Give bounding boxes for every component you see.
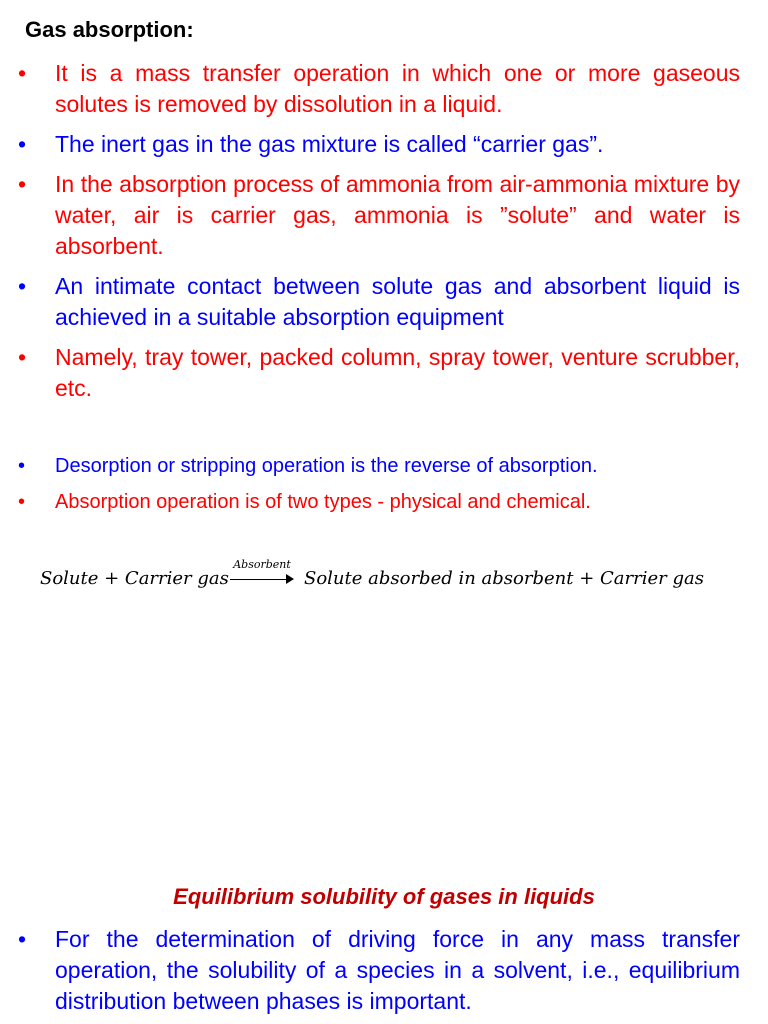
bullet-item-absorption-types xyxy=(0,488,768,516)
definition-bullet-list xyxy=(0,58,768,413)
secondary-bullet-list xyxy=(0,452,768,524)
equation-products: Solute absorbed in absorbent + Carrier gas xyxy=(304,568,704,589)
bullet-text: Desorption or stripping operation is the reverse of absorption. xyxy=(55,455,598,477)
bullet-marker: • xyxy=(18,131,27,157)
bullet-marker: • xyxy=(18,273,27,299)
bullet-item-equipment-types xyxy=(0,342,768,404)
section-subheading: Equilibrium solubility of gases in liquids xyxy=(173,884,595,909)
bullet-marker: • xyxy=(18,455,26,477)
bullet-item-carrier-gas xyxy=(0,129,768,160)
bullet-text: Absorption operation is of two types - physical and chemical. xyxy=(55,491,591,513)
bullet-text: Namely, tray tower, packed column, spray tower, venture scrubber, etc. xyxy=(55,344,740,401)
equation-reactants: Solute + Carrier gas xyxy=(40,568,229,589)
bullet-text: An intimate contact between solute gas and absorbent liquid is achieved in a suitable absorption equipment xyxy=(55,273,740,330)
bullet-marker: • xyxy=(18,60,27,86)
bullet-item-intimate-contact xyxy=(0,271,768,333)
equilibrium-bullet-list xyxy=(0,924,768,1017)
arrow-line xyxy=(230,579,288,580)
arrow-head-icon xyxy=(286,574,294,584)
page-title: Gas absorption: xyxy=(25,17,194,42)
bullet-marker: • xyxy=(18,926,27,952)
bullet-item-ammonia-example xyxy=(0,169,768,262)
bullet-text: The inert gas in the gas mixture is called “carrier gas”. xyxy=(55,131,604,157)
bullet-item-mass-transfer xyxy=(0,58,768,120)
reaction-arrow xyxy=(228,558,296,598)
absorption-equation xyxy=(40,558,740,598)
bullet-text: It is a mass transfer operation in which one or more gaseous solutes is removed by dissolution in a liquid. xyxy=(55,60,740,117)
bullet-marker: • xyxy=(18,491,26,513)
bullet-text: In the absorption process of ammonia from air-ammonia mixture by water, air is carrier gas, ammonia is ”solute” and water is absorbent. xyxy=(55,171,740,259)
bullet-marker: • xyxy=(18,344,27,370)
arrow-label: Absorbent xyxy=(233,558,291,571)
bullet-marker: • xyxy=(18,171,27,197)
bullet-item-driving-force xyxy=(0,924,768,1017)
bullet-text: For the determination of driving force in any mass transfer operation, the solubility of a species in a solvent, i.e., equilibrium distribution between phases is important. xyxy=(55,926,740,1014)
bullet-item-desorption xyxy=(0,452,768,480)
